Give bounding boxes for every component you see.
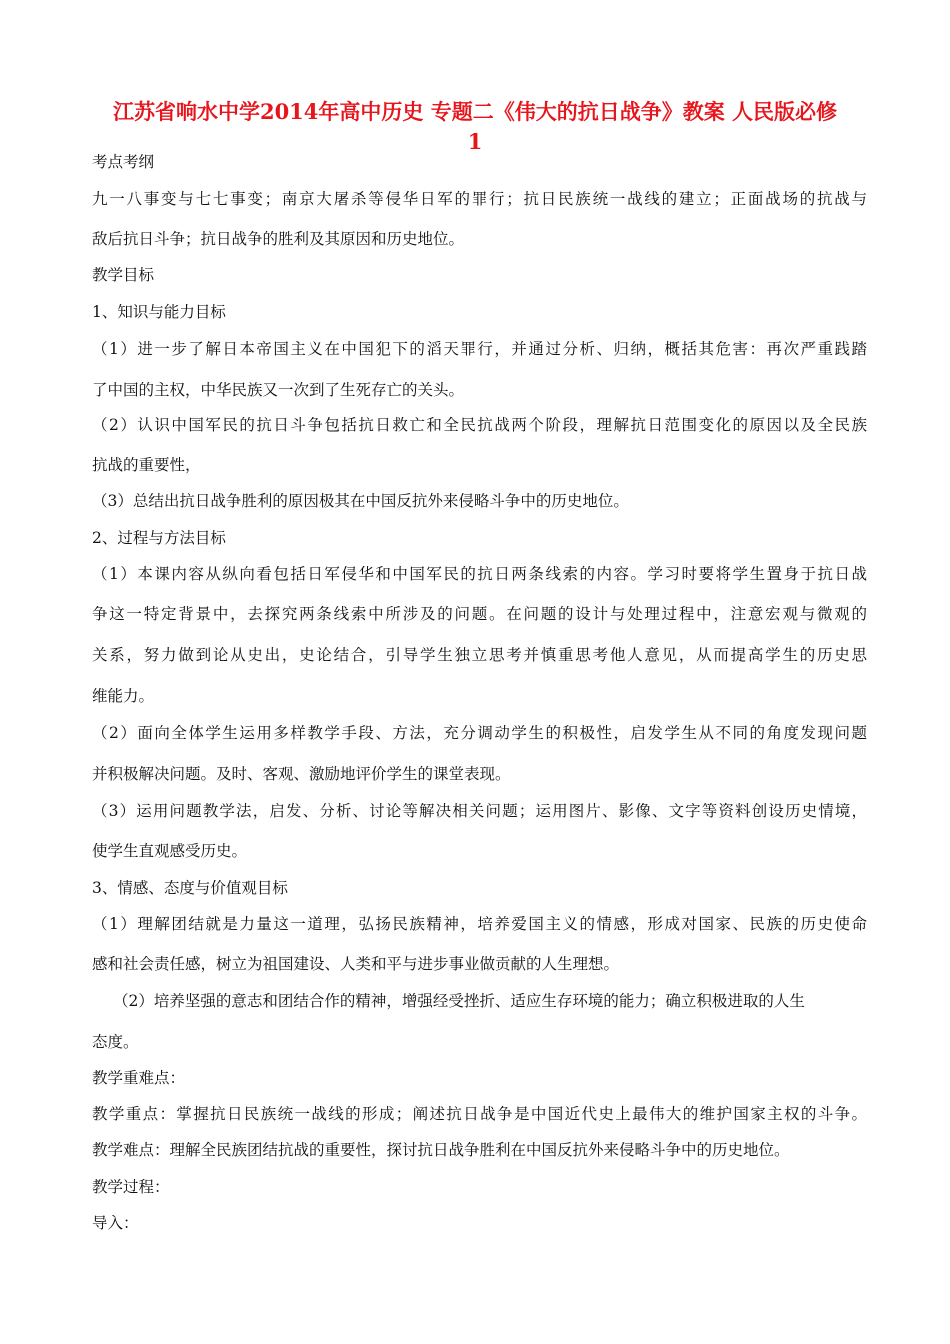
title-line-1: 江苏省响水中学2014年高中历史 专题二《伟大的抗日战争》教案 人民版必修: [112, 99, 838, 124]
paragraph-line: 使学生直观感受历史。: [92, 842, 248, 860]
document-title: [60, 97, 890, 157]
section-heading-kaodian: 考点考纲: [92, 153, 155, 171]
paragraph-line: （1）进一步了解日本帝国主义在中国犯下的滔天罪行，并通过分析、归纳，概括其危害：再次严重践踏: [92, 340, 867, 358]
paragraph-line: （2）培养坚强的意志和团结合作的精神，增强经受挫折、适应生存环境的能力；确立积极进取的人生: [113, 992, 805, 1010]
title-line-2: 1: [467, 129, 483, 154]
paragraph-line: 感和社会责任感，树立为祖国建设、人类和平与进步事业做贡献的人生理想。: [92, 955, 620, 973]
paragraph-line: 九一八事变与七七事变；南京大屠杀等侵华日军的罪行；抗日民族统一战线的建立；正面战场的抗战与: [92, 190, 867, 208]
key-point-text: 教学重点：掌握抗日民族统一战线的形成；阐述抗日战争是中国近代史上最伟大的维护国家主权的斗争。: [92, 1105, 867, 1123]
paragraph-line: 关系，努力做到论从史出，史论结合，引导学生独立思考并慎重思考他人意见，从而提高学生的历史思: [92, 646, 867, 664]
paragraph-line: 敌后抗日斗争；抗日战争的胜利及其原因和历史地位。: [92, 230, 465, 248]
subheading-knowledge: 1、知识与能力目标: [92, 303, 226, 321]
section-heading-goals: 教学目标: [92, 266, 155, 284]
section-heading-key-points: 教学重难点：: [92, 1069, 186, 1087]
paragraph-line: 维能力。: [92, 687, 155, 705]
paragraph-line: （3）运用问题教学法，启发、分析、讨论等解决相关问题；运用图片、影像、文字等资料创设历史情境，: [92, 802, 867, 820]
paragraph-line: （3）总结出抗日战争胜利的原因极其在中国反抗外来侵略斗争中的历史地位。: [92, 492, 629, 510]
paragraph-line: （2）认识中国军民的抗日斗争包括抗日救亡和全民抗战两个阶段，理解抗日范围变化的原因以及全民族: [92, 416, 867, 434]
paragraph-line: （1）本课内容从纵向看包括日军侵华和中国军民的抗日两条线索的内容。学习时要将学生置身于抗日战: [92, 565, 867, 583]
paragraph-line: （1）理解团结就是力量这一道理，弘扬民族精神，培养爱国主义的情感，形成对国家、民族的历史使命: [92, 915, 867, 933]
paragraph-line: 了中国的主权，中华民族又一次到了生死存亡的关头。: [92, 381, 465, 399]
paragraph-line: 并积极解决问题。及时、客观、激励地评价学生的课堂表现。: [92, 765, 511, 783]
difficult-point-text: 教学难点：理解全民族团结抗战的重要性，探讨抗日战争胜利在中国反抗外来侵略斗争中的历史地位。: [92, 1141, 790, 1159]
paragraph-line: 争这一特定背景中，去探究两条线索中所涉及的问题。在问题的设计与处理过程中，注意宏观与微观的: [92, 605, 867, 623]
paragraph-line: 态度。: [92, 1033, 139, 1051]
subheading-process: 2、过程与方法目标: [92, 529, 226, 547]
section-heading-process: 教学过程：: [92, 1178, 170, 1196]
paragraph-line: （2）面向全体学生运用多样教学手段、方法，充分调动学生的积极性，启发学生从不同的角度发现问题: [92, 724, 867, 742]
section-heading-intro: 导入：: [92, 1214, 139, 1232]
subheading-emotion: 3、情感、态度与价值观目标: [92, 879, 288, 897]
paragraph-line: 抗战的重要性，: [92, 456, 201, 474]
